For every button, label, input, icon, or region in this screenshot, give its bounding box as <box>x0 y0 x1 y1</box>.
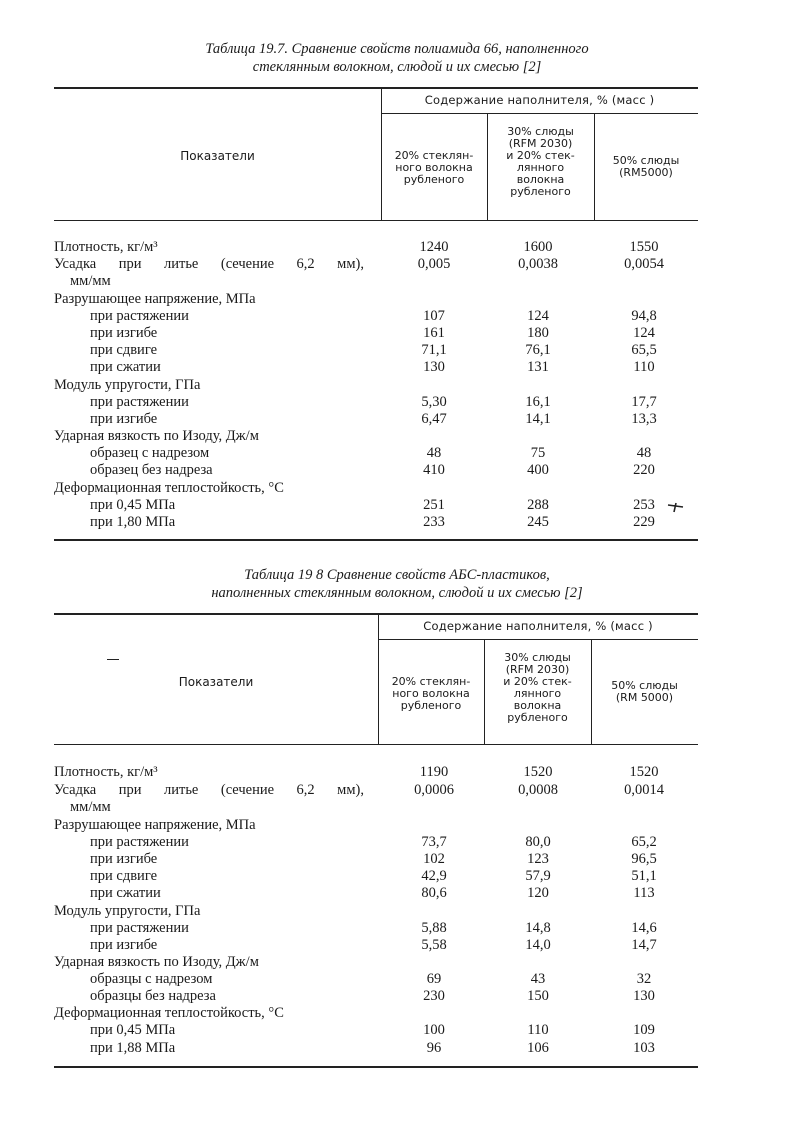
table-row <box>54 480 698 497</box>
table1-header-bottom-rule <box>54 220 698 221</box>
row-section-label: Деформационная теплостойкость, °С <box>54 1005 284 1021</box>
table2-group-header: Содержание наполнителя, % (масс ) <box>423 619 653 633</box>
row-section-label: Модуль упругости, ГПа <box>54 377 201 393</box>
table2-caption-line1: Таблица 19 8 Сравнение свойств АБС-пластиков, <box>244 567 550 583</box>
row-label: при растяжении <box>90 394 189 410</box>
table-row <box>54 291 698 308</box>
table-row <box>54 394 698 411</box>
table-row <box>54 325 698 342</box>
dash-mark <box>107 659 119 660</box>
cell-value: 14,7 <box>631 937 657 953</box>
cell-value: 233 <box>423 514 445 530</box>
cell-value: 230 <box>423 988 445 1004</box>
table-row <box>54 377 698 394</box>
cell-value: 94,8 <box>631 308 657 324</box>
cell-value: 106 <box>527 1040 549 1056</box>
cell-value: 80,0 <box>525 834 551 850</box>
row-label: при сжатии <box>90 885 161 901</box>
table2-top-rule <box>54 613 698 615</box>
table2-col3-header: 50% слюды (RM 5000) <box>611 679 678 704</box>
cell-value: 130 <box>423 359 445 375</box>
row-label: образцы с надрезом <box>90 971 213 987</box>
table-row <box>54 1040 698 1057</box>
table-row <box>54 342 698 359</box>
table1-col1-header: 20% стеклян- ного волокна рубленого <box>394 149 474 186</box>
cell-value: 96 <box>426 1040 442 1056</box>
row-section-label: Разрушающее напряжение, МПа <box>54 291 256 307</box>
table-row <box>54 920 698 937</box>
table1-indicators-header: Показатели <box>180 149 255 163</box>
table-row <box>54 937 698 954</box>
cell-value: 109 <box>633 1022 655 1038</box>
table2-col2-header: 30% слюды (RFM 2030) и 20% стек- лянного волокна рубленого <box>503 651 572 724</box>
row-label: при растяжении <box>90 308 189 324</box>
cell-value: 103 <box>633 1040 655 1056</box>
cell-value: 161 <box>423 325 445 341</box>
cell-value: 14,1 <box>525 411 551 427</box>
table-row <box>54 411 698 428</box>
cell-value: 6,47 <box>421 411 447 427</box>
row-label: Плотность, кг/м³ <box>54 239 158 255</box>
cell-value: 1550 <box>629 239 659 255</box>
row-label: Усадка при литье (сечение 6,2 мм), <box>54 782 364 798</box>
table-row <box>54 359 698 376</box>
cell-value: 65,5 <box>631 342 657 358</box>
table-row <box>54 851 698 868</box>
cell-value: 110 <box>633 359 655 375</box>
cell-value: 102 <box>423 851 445 867</box>
cell-value: 14,6 <box>631 920 657 936</box>
table2-caption-line2: наполненных стеклянным волокном, слюдой и их смесью [2] <box>211 585 583 601</box>
cell-value: 1520 <box>523 764 553 780</box>
row-label-continued: мм/мм <box>70 799 111 815</box>
table-row-continued <box>54 273 698 290</box>
row-label: при 0,45 МПа <box>90 1022 176 1038</box>
table1-group-header: Содержание наполнителя, % (масс ) <box>424 93 655 107</box>
cell-value: 96,5 <box>631 851 657 867</box>
cell-value: 5,30 <box>421 394 447 410</box>
cell-value: 0,005 <box>417 256 451 272</box>
table1-caption-line1: Таблица 19.7. Сравнение свойств полиамида 66, наполненного <box>205 41 589 57</box>
row-label: при 0,45 МПа <box>90 497 176 513</box>
row-section-label: Разрушающее напряжение, МПа <box>54 817 256 833</box>
row-label-continued: мм/мм <box>70 273 111 289</box>
table1-caption <box>0 40 794 76</box>
cell-value: 75 <box>530 445 546 461</box>
cell-value: 107 <box>423 308 445 324</box>
row-label: при растяжении <box>90 920 189 936</box>
cell-value: 120 <box>527 885 549 901</box>
cell-value: 150 <box>527 988 549 1004</box>
cell-value: 13,3 <box>631 411 657 427</box>
row-label: при сдвиге <box>90 342 158 358</box>
cell-value: 1240 <box>419 239 449 255</box>
table1-caption-line2: стеклянным волокном, слюдой и их смесью [2] <box>252 59 542 75</box>
table-row <box>54 1022 698 1039</box>
cell-value: 5,58 <box>421 937 447 953</box>
cell-value: 180 <box>527 325 549 341</box>
row-section-label: Ударная вязкость по Изоду, Дж/м <box>54 954 259 970</box>
table2-col1-header: 20% стеклян- ного волокна рубленого <box>391 675 471 712</box>
table-row <box>54 239 698 256</box>
cell-value: 131 <box>527 359 549 375</box>
cell-value: 43 <box>530 971 546 987</box>
cell-value: 51,1 <box>631 868 657 884</box>
cell-value: 32 <box>636 971 652 987</box>
cell-value: 124 <box>633 325 655 341</box>
cell-value: 0,0008 <box>518 782 558 798</box>
cell-value: 1190 <box>419 764 449 780</box>
row-label: Усадка при литье (сечение 6,2 мм), <box>54 256 364 272</box>
table-row <box>54 462 698 479</box>
table-row <box>54 834 698 851</box>
table-row <box>54 782 698 799</box>
table2-bottom-rule <box>54 1066 698 1068</box>
table-row <box>54 817 698 834</box>
table1-group-rule <box>381 113 698 114</box>
table-row <box>54 445 698 462</box>
table-row-continued <box>54 799 698 816</box>
cell-value: 245 <box>527 514 549 530</box>
table-row <box>54 764 698 781</box>
table2-caption <box>0 566 794 602</box>
row-label: образец без надреза <box>90 462 213 478</box>
table-row <box>54 497 698 514</box>
cell-value: 130 <box>633 988 655 1004</box>
cell-value: 0,0014 <box>624 782 664 798</box>
table-row <box>54 308 698 325</box>
row-label: Плотность, кг/м³ <box>54 764 158 780</box>
row-label: при сжатии <box>90 359 161 375</box>
row-label: при растяжении <box>90 834 189 850</box>
table-row <box>54 1005 698 1022</box>
cell-value: 5,88 <box>421 920 447 936</box>
table2-indicators-header: Показатели <box>178 675 254 689</box>
cell-value: 16,1 <box>525 394 551 410</box>
cell-value: 71,1 <box>421 342 447 358</box>
cell-value: 14,8 <box>525 920 551 936</box>
cell-value: 14,0 <box>525 937 551 953</box>
row-section-label: Модуль упругости, ГПа <box>54 903 201 919</box>
pen-stroke-mark <box>666 500 686 514</box>
table-row <box>54 885 698 902</box>
cell-value: 251 <box>423 497 445 513</box>
table2-header-bottom-rule <box>54 744 698 745</box>
cell-value: 69 <box>426 971 442 987</box>
cell-value: 1600 <box>523 239 553 255</box>
table-row <box>54 868 698 885</box>
cell-value: 76,1 <box>525 342 551 358</box>
cell-value: 65,2 <box>631 834 657 850</box>
cell-value: 229 <box>633 514 655 530</box>
cell-value: 113 <box>633 885 655 901</box>
table-row <box>54 903 698 920</box>
table-row <box>54 971 698 988</box>
cell-value: 0,0038 <box>518 256 558 272</box>
row-label: при изгибе <box>90 851 158 867</box>
cell-value: 124 <box>527 308 549 324</box>
cell-value: 1520 <box>629 764 659 780</box>
cell-value: 400 <box>527 462 549 478</box>
cell-value: 42,9 <box>421 868 447 884</box>
table1-top-rule <box>54 87 698 89</box>
cell-value: 0,0054 <box>624 256 664 272</box>
row-label: при изгибе <box>90 325 158 341</box>
cell-value: 288 <box>527 497 549 513</box>
table1-col3-header: 50% слюды (RM5000) <box>612 154 680 179</box>
table-row <box>54 256 698 273</box>
table-row <box>54 954 698 971</box>
cell-value: 100 <box>423 1022 445 1038</box>
row-label: образец с надрезом <box>90 445 210 461</box>
table-row <box>54 514 698 531</box>
cell-value: 57,9 <box>525 868 551 884</box>
cell-value: 123 <box>527 851 549 867</box>
cell-value: 48 <box>426 445 442 461</box>
cell-value: 73,7 <box>421 834 447 850</box>
table2-group-rule <box>378 639 698 640</box>
table1-bottom-rule <box>54 539 698 541</box>
row-label: при 1,88 МПа <box>90 1040 176 1056</box>
cell-value: 80,6 <box>421 885 447 901</box>
table1-col2-header: 30% слюды (RFM 2030) и 20% стек- лянного волокна рубленого <box>506 125 575 198</box>
cell-value: 110 <box>527 1022 549 1038</box>
row-label: образцы без надреза <box>90 988 216 1004</box>
table-row <box>54 428 698 445</box>
row-label: при изгибе <box>90 411 158 427</box>
cell-value: 410 <box>423 462 445 478</box>
row-section-label: Деформационная теплостойкость, °С <box>54 480 284 496</box>
cell-value: 17,7 <box>631 394 657 410</box>
table-row <box>54 988 698 1005</box>
row-label: при сдвиге <box>90 868 158 884</box>
cell-value: 220 <box>633 462 655 478</box>
row-label: при изгибе <box>90 937 158 953</box>
row-label: при 1,80 МПа <box>90 514 176 530</box>
row-section-label: Ударная вязкость по Изоду, Дж/м <box>54 428 259 444</box>
cell-value: 48 <box>636 445 652 461</box>
cell-value: 0,0006 <box>414 782 454 798</box>
cell-value: 253 <box>633 497 655 513</box>
